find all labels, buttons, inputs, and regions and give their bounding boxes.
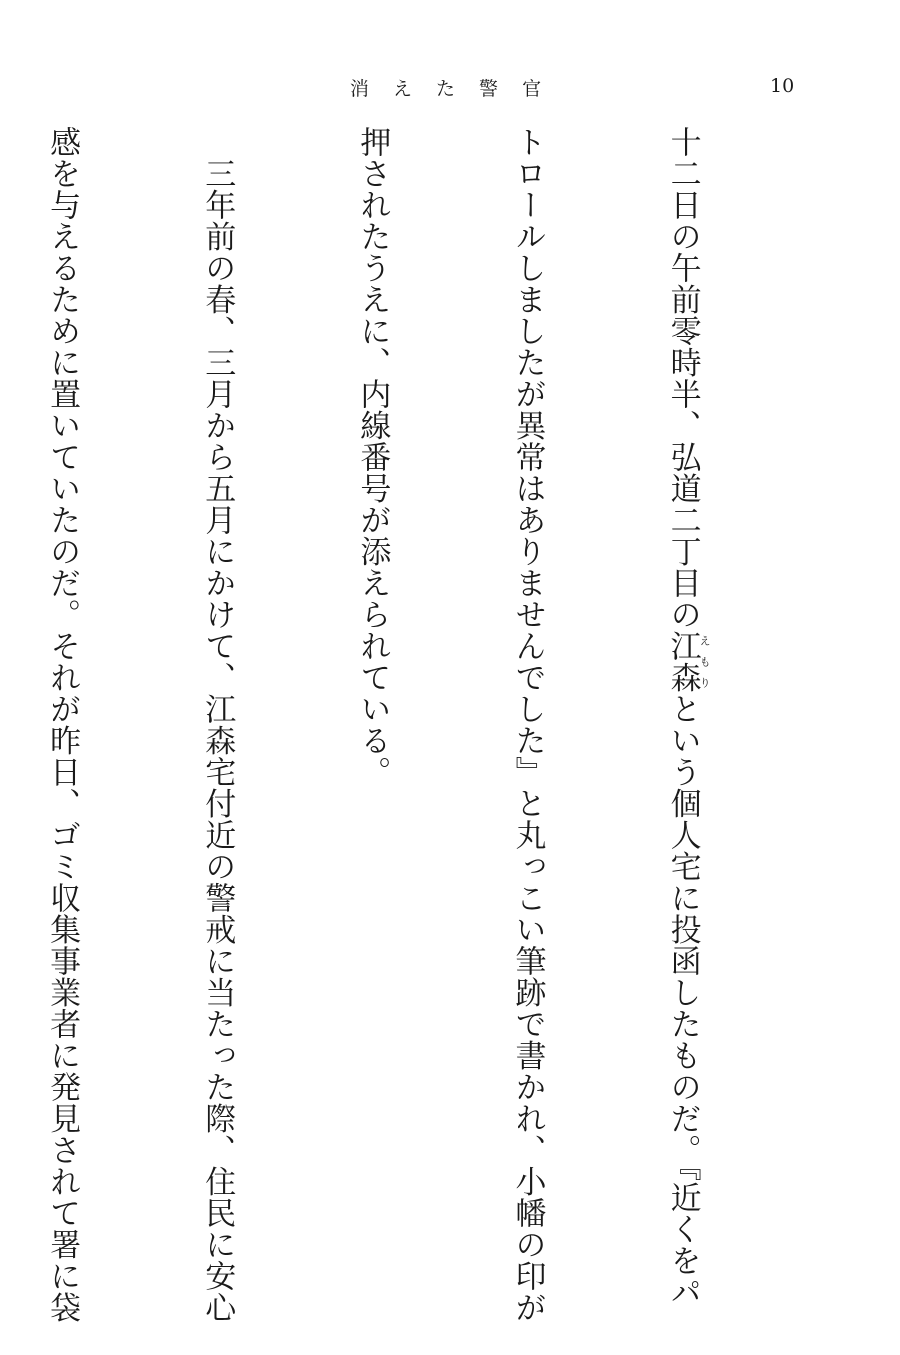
text-line: 感を与えるために置いていたのだ。それが昨日、ゴミ収集事業者に発見されて署に袋 xyxy=(44,126,81,1323)
body-text xyxy=(44,126,814,1323)
running-head xyxy=(0,74,900,104)
furigana-ruby: 江森えもり xyxy=(664,630,712,693)
text-line: 三年前の春、三月から五月にかけて、江森宅付近の警戒に当たった際、住民に安心 xyxy=(199,126,236,1323)
text-line: 十二日の午前零時半、弘道二丁目の江森えもりという個人宅に投函したものだ。『近くをパ xyxy=(664,126,712,1308)
text-line: 押されたうえに、内線番号が添えられている。 xyxy=(354,126,391,788)
text-line: トロールしましたが異常はありませんでした』と丸っこい筆跡で書かれ、小幡の印が xyxy=(509,126,546,1323)
page-number: 10 xyxy=(770,75,795,97)
running-title: 消 え た 警 官 xyxy=(349,78,551,100)
